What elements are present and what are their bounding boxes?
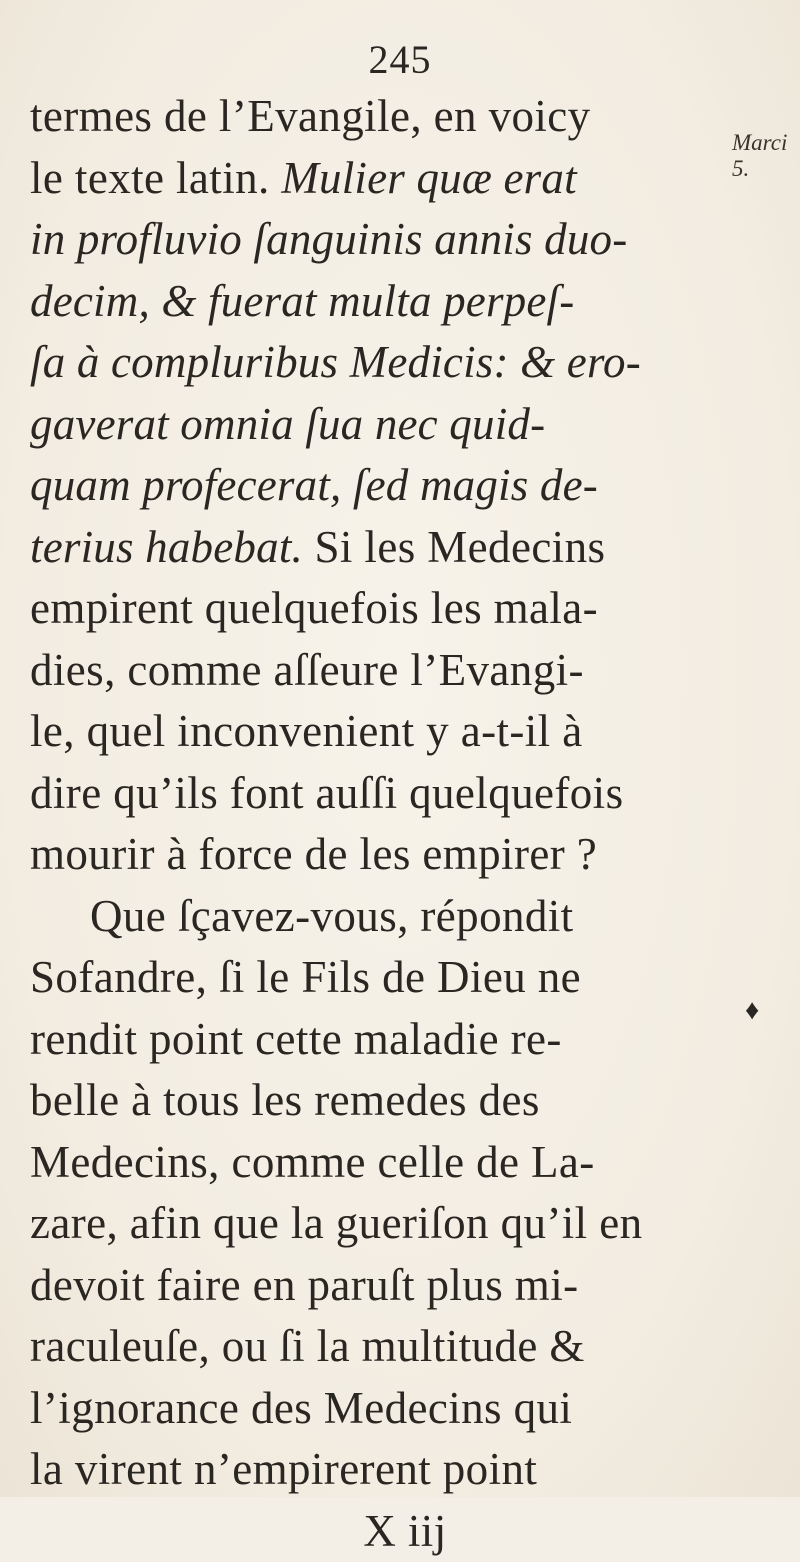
text-segment: rendit point cette maladie re- xyxy=(30,1014,562,1064)
ink-mark-ornament: ♦ xyxy=(745,995,759,1027)
latin-quote-segment: terius habebat. xyxy=(30,522,314,572)
text-line xyxy=(30,1439,720,1501)
text-segment: Medecins, comme celle de La- xyxy=(30,1137,595,1187)
text-line xyxy=(30,148,720,210)
text-line xyxy=(30,1132,720,1194)
text-line xyxy=(30,86,720,148)
page-number: 245 xyxy=(0,36,800,83)
text-line xyxy=(30,209,720,271)
latin-quote-segment: gaverat omnia ſua nec quid- xyxy=(30,399,545,449)
text-line xyxy=(30,947,720,1009)
text-line xyxy=(30,763,720,825)
text-segment: Que ſçavez-vous, répondit xyxy=(90,891,574,941)
text-line xyxy=(30,332,720,394)
text-segment: raculeuſe, ou ſi la multitude & xyxy=(30,1321,585,1371)
text-segment: le, quel inconvenient y a-t-il à xyxy=(30,706,583,756)
latin-quote-segment: quam profecerat, ſed magis de- xyxy=(30,460,598,510)
latin-quote-segment: ſa à compluribus Medicis: & ero- xyxy=(30,337,641,387)
text-segment: devoit faire en paruſt plus mi- xyxy=(30,1260,579,1310)
text-line xyxy=(30,701,720,763)
text-line xyxy=(30,1070,720,1132)
text-segment: Si les Medecins xyxy=(314,522,605,572)
text-segment: l’ignorance des Medecins qui xyxy=(30,1383,572,1433)
text-segment: termes de l’Evangile, en voicy xyxy=(30,91,591,141)
latin-quote-segment: decim, & fuerat multa perpeſ- xyxy=(30,276,574,326)
text-line xyxy=(30,1193,720,1255)
text-line xyxy=(30,578,720,640)
text-segment: la virent n’empirerent point xyxy=(30,1444,537,1494)
text-segment: dire qu’ils font auſſi quelquefois xyxy=(30,768,623,818)
text-segment: le texte latin. xyxy=(30,153,281,203)
text-line xyxy=(30,271,720,333)
body-text xyxy=(30,86,720,1562)
text-segment: X iij xyxy=(363,1506,446,1556)
signature-mark xyxy=(30,1501,720,1562)
text-segment: zare, afin que la gueriſon qu’il en xyxy=(30,1198,643,1248)
text-line xyxy=(30,886,720,948)
latin-quote-segment: in profluvio ſanguinis annis duo- xyxy=(30,214,627,264)
text-segment: belle à tous les remedes des xyxy=(30,1075,540,1125)
text-line xyxy=(30,455,720,517)
text-segment: mourir à force de les empirer ? xyxy=(30,829,597,879)
text-line xyxy=(30,517,720,579)
text-line xyxy=(30,640,720,702)
text-segment: dies, comme aſſeure l’Evangi- xyxy=(30,645,584,695)
text-line xyxy=(30,394,720,456)
text-line xyxy=(30,1255,720,1317)
latin-quote-segment: Mulier quæ erat xyxy=(281,153,576,203)
margin-reference-note: Marci 5. xyxy=(732,130,800,182)
text-line xyxy=(30,1378,720,1440)
text-line xyxy=(30,824,720,886)
text-line xyxy=(30,1316,720,1378)
text-segment: empirent quelquefois les mala- xyxy=(30,583,598,633)
text-segment: Sofandre, ſi le Fils de Dieu ne xyxy=(30,952,581,1002)
text-line xyxy=(30,1009,720,1071)
